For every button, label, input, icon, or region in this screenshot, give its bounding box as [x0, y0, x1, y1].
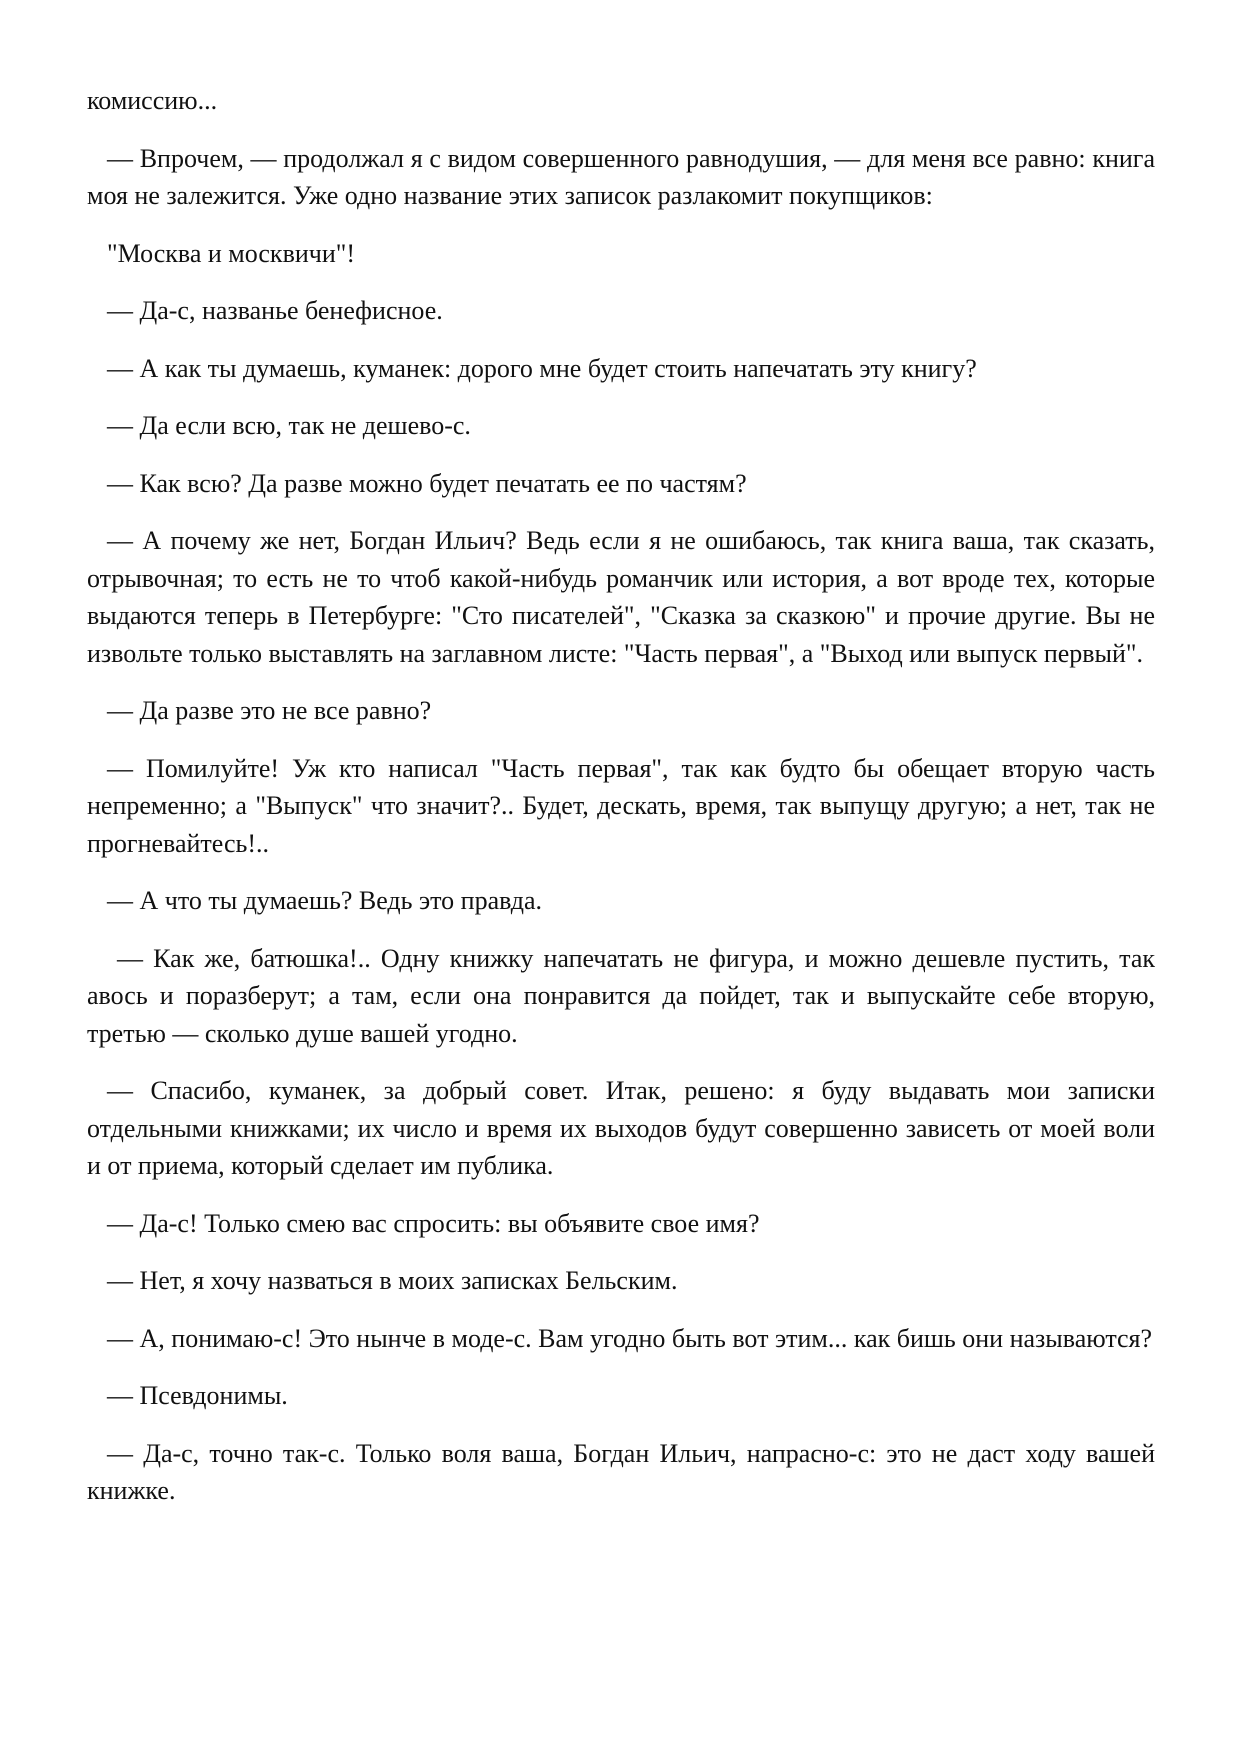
paragraph: — Да если всю, так не дешево-с.: [107, 411, 471, 440]
paragraph: "Москва и москвичи"!: [107, 238, 356, 268]
paragraph: комиссию...: [87, 86, 218, 115]
paragraph: — Да-с, названье бенефисное.: [107, 296, 443, 325]
paragraph: — А, понимаю-с! Это нынче в моде-с. Вам угодно быть вот этим... как бишь они называются?: [107, 1323, 1153, 1353]
paragraph: — А как ты думаешь, куманек: дорого мне будет стоить напечатать эту книгу?: [107, 353, 977, 383]
paragraph: — Помилуйте! Уж кто написал "Часть первая", так как будто бы обещает вторую часть непременно; а "Выпуск" что значит?.. Будет, дескать, время, так выпущу другую; а нет, так не прогневайтесь!..: [87, 753, 1155, 858]
paragraph: — А почему же нет, Богдан Ильич? Ведь если я не ошибаюсь, так книга ваша, так сказать, отрывочная; то есть не то чтоб какой-нибудь романчик или история, а вот вроде тех, которые выдаются теперь в Петербурге: "Сто писателей", "Сказка за сказкою" и прочие другие. Вы не извольте только выставлять на заглавном листе: "Часть первая", а "Выход или выпуск первый".: [87, 526, 1155, 668]
paragraph: — Спасибо, куманек, за добрый совет. Итак, решено: я буду выдавать мои записки отдельными книжками; их число и время их выходов будут совершенно зависеть от моей воли и от приема, который сделает им публика.: [87, 1076, 1155, 1180]
paragraph: — А что ты думаешь? Ведь это правда.: [107, 886, 543, 915]
document-page: [87, 82, 1155, 1530]
paragraph: — Да разве это не все равно?: [107, 696, 432, 725]
paragraph: — Нет, я хочу назваться в моих записках Бельским.: [107, 1266, 678, 1295]
paragraph: — Впрочем, — продолжал я с видом совершенного равнодушия, — для меня все равно: книга моя не залежится. Уже одно название этих записок разлакомит покупщиков:: [87, 143, 1155, 210]
paragraph: — Псевдонимы.: [107, 1381, 288, 1410]
paragraph: — Как же, батюшка!.. Одну книжку напечатать не фигура, и можно дешевле пустить, так авось и поразберут; а там, если она понравится да пойдет, так и выпускайте себе вторую, третью — сколько душе вашей угодно.: [87, 943, 1155, 1048]
paragraph: — Да-с, точно так-с. Только воля ваша, Богдан Ильич, напрасно-с: это не даст ходу вашей книжке.: [87, 1438, 1155, 1505]
paragraph: — Да-с! Только смею вас спросить: вы объявите свое имя?: [107, 1208, 760, 1238]
paragraph: — Как всю? Да разве можно будет печатать ее по частям?: [107, 468, 747, 498]
